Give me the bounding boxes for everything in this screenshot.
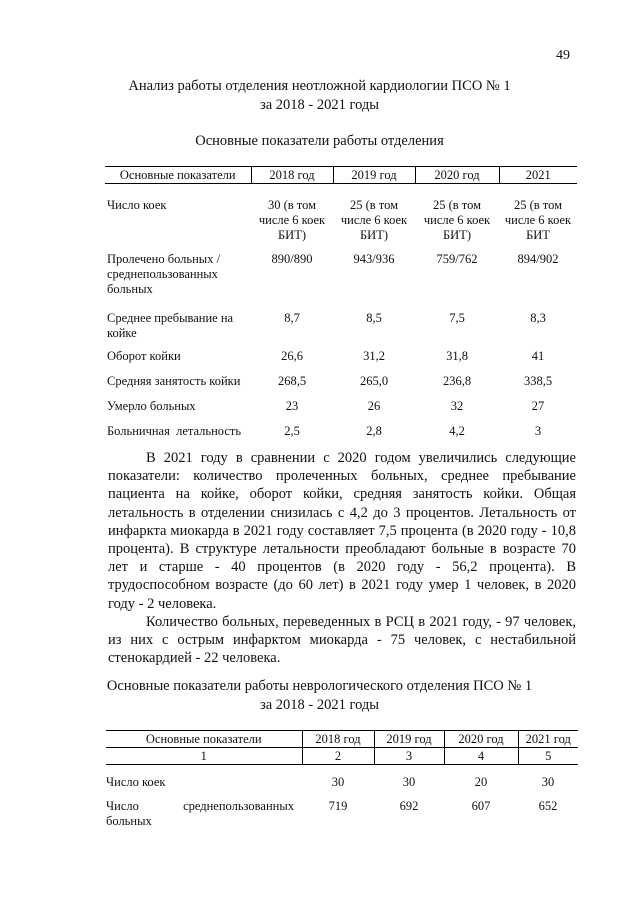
cell-value: 27 <box>531 399 545 413</box>
cell-value: 943/936 <box>353 252 395 266</box>
table-row <box>105 374 577 399</box>
row-label-line: койке <box>107 326 137 340</box>
row-label: Больничная летальность <box>107 424 242 438</box>
cell-line: числе 6 коек <box>423 213 491 227</box>
cell-value: 890/890 <box>271 252 313 266</box>
row-label: Оборот койки <box>107 349 181 363</box>
cell-line: 25 (в том <box>432 198 482 212</box>
analysis-text <box>108 449 576 667</box>
row-label: Число коек <box>106 775 166 789</box>
cell-value: 41 <box>531 349 545 363</box>
header-cell: Основные показатели <box>105 167 251 184</box>
cell-value: 4,2 <box>449 424 465 438</box>
index-cell: 4 <box>444 748 518 765</box>
row-label: Средняя занятость койки <box>107 374 241 388</box>
row-label-line: Среднее пребывание на <box>107 311 234 325</box>
cell-value: 20 <box>474 775 488 789</box>
section-title-2-line1: Основные показатели работы неврологического отделения ПСО № 1 <box>106 678 533 694</box>
header-cell: 2018 год <box>251 167 333 184</box>
table-row <box>106 765 578 800</box>
index-cell: 3 <box>374 748 444 765</box>
page-number: 49 <box>556 48 570 63</box>
cell-value: 31,8 <box>446 349 468 363</box>
header-cell: 2021 год <box>518 731 578 748</box>
table-index-row <box>106 748 578 765</box>
header-cell: 2019 год <box>374 731 444 748</box>
section-title-line2: за 2018 - 2021 годы <box>259 97 380 113</box>
cell-value: 268,5 <box>277 374 307 388</box>
cell-value: 894/902 <box>517 252 559 266</box>
cell-value: 30 <box>402 775 416 789</box>
cell-value: 8,5 <box>366 311 382 325</box>
cell-line: числе 6 коек <box>258 213 326 227</box>
table-header-row <box>105 167 577 184</box>
cell-value: 30 <box>331 775 345 789</box>
section-title-2 <box>0 677 639 715</box>
table-row <box>105 184 577 253</box>
table-header-row <box>106 731 578 748</box>
cell-line: БИТ) <box>359 228 388 242</box>
row-label: Число среднепользованных больных <box>106 799 294 828</box>
index-cell: 1 <box>106 748 302 765</box>
row-label-line: больных <box>107 282 153 296</box>
cell-line: числе 6 коек <box>340 213 408 227</box>
cell-value: 2,5 <box>284 424 300 438</box>
cell-line: БИТ <box>526 228 550 242</box>
row-label-line: среднепользованных <box>107 267 218 281</box>
header-cell: 2021 <box>499 167 577 184</box>
cell-value: 8,3 <box>530 311 546 325</box>
row-label-line: Пролечено больных / <box>107 252 221 266</box>
header-cell: 2019 год <box>333 167 415 184</box>
cell-value: 759/762 <box>436 252 478 266</box>
cardiology-indicators-table <box>105 166 577 446</box>
header-cell: 2020 год <box>415 167 499 184</box>
table-row <box>105 399 577 424</box>
table-row <box>105 424 577 446</box>
section-title-line1: Анализ работы отделения неотложной кардиологии ПСО № 1 <box>128 78 511 94</box>
cell-value: 7,5 <box>449 311 465 325</box>
section-title <box>0 77 639 115</box>
paragraph: Количество больных, переведенных в РСЦ в 2021 году, - 97 человек, из них с острым инфарктом миокарда - 75 человек, с нестабильной стенокардией - 22 человека. <box>108 613 576 667</box>
cell-line: 25 (в том <box>349 198 399 212</box>
neurology-indicators-table <box>106 730 578 829</box>
cell-value: 26 <box>367 399 381 413</box>
cell-value: 652 <box>538 799 558 813</box>
cell-value: 607 <box>471 799 491 813</box>
row-label: Умерло больных <box>107 399 196 413</box>
index-cell: 5 <box>518 748 578 765</box>
cell-value: 692 <box>399 799 419 813</box>
table-row <box>106 799 578 829</box>
cell-value: 2,8 <box>366 424 382 438</box>
cell-line: БИТ) <box>277 228 306 242</box>
table-row <box>105 252 577 311</box>
cell-line: 25 (в том <box>513 198 563 212</box>
row-label: Число коек <box>107 198 167 212</box>
cell-value: 719 <box>328 799 348 813</box>
cell-line: числе 6 коек <box>504 213 572 227</box>
header-cell: 2018 год <box>302 731 374 748</box>
cell-line: БИТ) <box>442 228 471 242</box>
paragraph: В 2021 году в сравнении с 2020 годом увеличились следующие показатели: количество пролеченных больных, среднее пребывание пациента на койке, оборот койки, средняя занятость койки. Общая летальность в отделении снизилась с 4,2 до 3 процентов. Летальность от инфаркта миокарда в 2021 году составляет 7,5 процента (в 2020 году - 10,8 процента). В структуре летальности преобладают больные в возрасте 70 лет и старше - 40 процентов (в 2020 году - 56,2 процента). В трудоспособном возрасте (до 60 лет) в 2021 году умер 1 человек, в 2020 году - 2 человека. <box>108 450 576 612</box>
cell-value: 23 <box>285 399 299 413</box>
table-row <box>105 311 577 349</box>
cell-line: 30 (в том <box>267 198 317 212</box>
cell-value: 32 <box>450 399 464 413</box>
section-title-2-line2: за 2018 - 2021 годы <box>259 697 380 713</box>
cell-value: 8,7 <box>284 311 300 325</box>
cell-value: 338,5 <box>523 374 553 388</box>
cell-value: 30 <box>541 775 555 789</box>
cell-value: 265,0 <box>359 374 389 388</box>
header-cell: Основные показатели <box>106 731 302 748</box>
header-cell: 2020 год <box>444 731 518 748</box>
cell-value: 3 <box>534 424 542 438</box>
index-cell: 2 <box>302 748 374 765</box>
cell-value: 31,2 <box>363 349 385 363</box>
cell-value: 26,6 <box>281 349 303 363</box>
table1-caption: Основные показатели работы отделения <box>195 133 444 149</box>
cell-value: 236,8 <box>442 374 472 388</box>
table-row <box>105 349 577 374</box>
